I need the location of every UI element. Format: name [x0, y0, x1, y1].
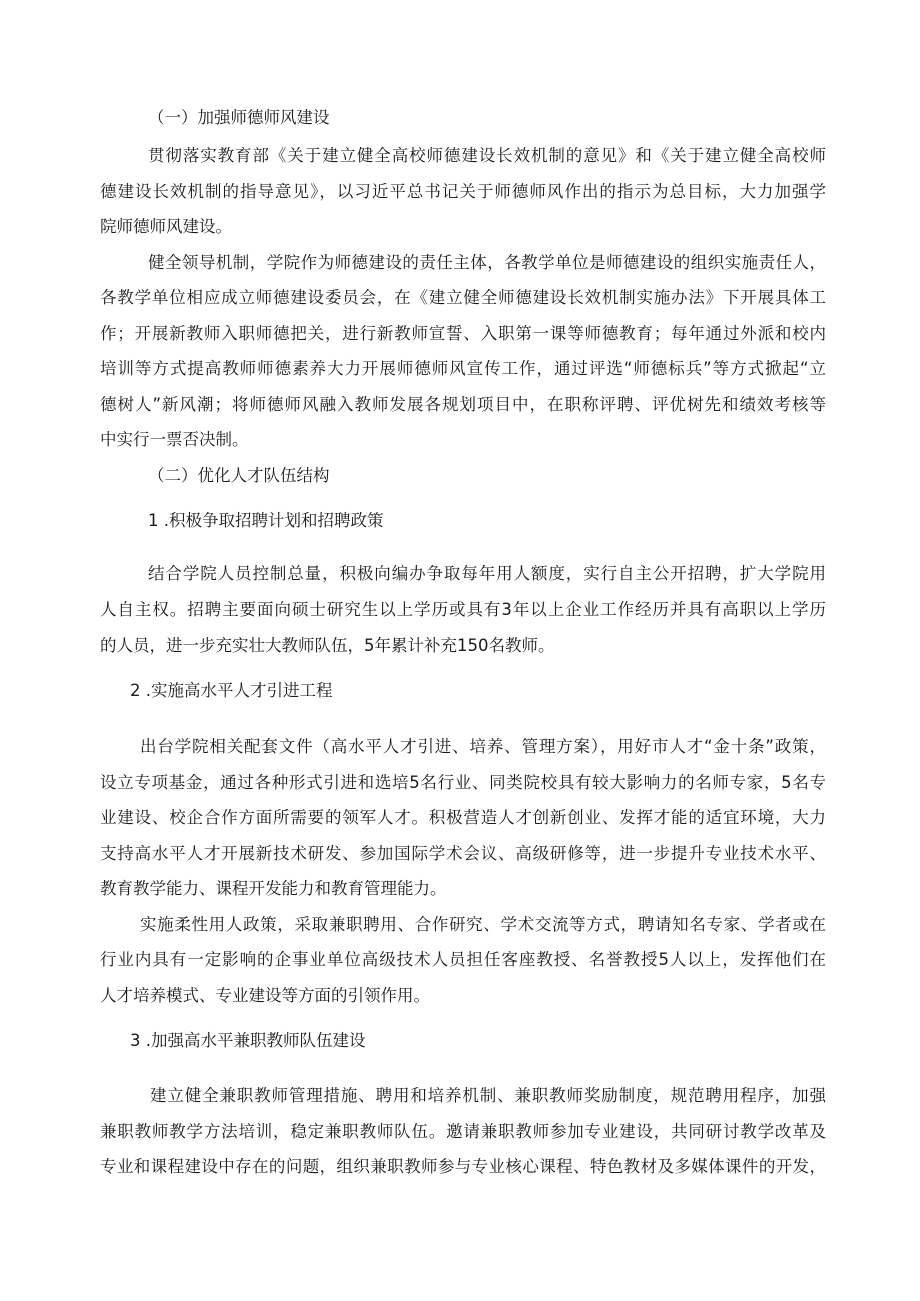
paragraph-4-line-1: 出台学院相关配套文件（高水平人才引进、培养、管理方案），用好市人才“金十条”政策， [140, 737, 826, 756]
paragraph-5-line-2: 行业内具有一定影响的企事业单位高级技术人员担任客座教授、名誉教授5人以上，发挥他们在 [100, 950, 826, 969]
paragraph-2-line-2: 各教学单位相应成立师德建设委员会，在《建立健全师德建设长效机制实施办法》下开展具体工 [100, 288, 826, 307]
paragraph-4-line-4: 支持高水平人才开展新技术研发、参加国际学术会议、高级研修等，进一步提升专业技术水平、 [100, 844, 826, 863]
paragraph-2-line-4: 培训等方式提高教师师德素养大力开展师德师风宣传工作，通过评选“师德标兵”等方式掀起“立 [100, 359, 826, 378]
paragraph-4-line-2: 设立专项基金，通过各种形式引进和选培5名行业、同类院校具有较大影响力的名师专家，5名专 [100, 773, 826, 792]
paragraph-5-line-3: 人才培养模式、专业建设等方面的引领作用。 [100, 986, 430, 1005]
subsection-heading-3: 3 .加强高水平兼职教师队伍建设 [130, 1031, 366, 1050]
section-heading-2: （二）优化人才队伍结构 [148, 466, 330, 485]
paragraph-1-line-2: 德建设长效机制的指导意见》，以习近平总书记关于师德师风作出的指示为总目标，大力加强学 [100, 182, 826, 201]
paragraph-2-line-5: 德树人”新风潮；将师德师风融入教师发展各规划项目中，在职称评聘、评优树先和绩效考核等 [100, 395, 826, 414]
paragraph-6-line-1: 建立健全兼职教师管理措施、聘用和培养机制、兼职教师奖励制度，规范聘用程序，加强 [150, 1086, 826, 1105]
section-heading-1: （一）加强师德师风建设 [148, 108, 330, 127]
paragraph-4-line-3: 业建设、校企合作方面所需要的领军人才。积极营造人才创新创业、发挥才能的适宜环境，大力 [100, 808, 826, 827]
paragraph-2-line-6: 中实行一票否决制。 [100, 430, 249, 449]
paragraph-1-line-1: 贯彻落实教育部《关于建立健全高校师德建设长效机制的意见》和《关于建立健全高校师 [148, 146, 826, 165]
paragraph-6-line-3: 专业和课程建设中存在的问题，组织兼职教师参与专业核心课程、特色教材及多媒体课件的开发， [100, 1157, 826, 1176]
paragraph-3-line-2: 人自主权。招聘主要面向硕士研究生以上学历或具有3年以上企业工作经历并具有高职以上学历 [100, 600, 826, 619]
paragraph-6-line-2: 兼职教师教学方法培训，稳定兼职教师队伍。邀请兼职教师参加专业建设，共同研讨教学改革及 [100, 1122, 826, 1141]
paragraph-3-line-1: 结合学院人员控制总量，积极向编办争取每年用人额度，实行自主公开招聘，扩大学院用 [148, 564, 826, 583]
paragraph-5-line-1: 实施柔性用人政策，采取兼职聘用、合作研究、学术交流等方式，聘请知名专家、学者或在 [140, 915, 826, 934]
paragraph-2-line-3: 作；开展新教师入职师德把关，进行新教师宣誓、入职第一课等师德教育；每年通过外派和校内 [100, 324, 826, 343]
paragraph-2-line-1: 健全领导机制，学院作为师德建设的责任主体，各教学单位是师德建设的组织实施责任人， [148, 253, 826, 272]
paragraph-1-line-3: 院师德师风建设。 [100, 217, 232, 236]
subsection-heading-2: 2 .实施高水平人才引进工程 [130, 681, 333, 700]
subsection-heading-1: 1 .积极争取招聘计划和招聘政策 [148, 511, 384, 530]
paragraph-3-line-3: 的人员，进一步充实壮大教师队伍，5年累计补充150名教师。 [100, 636, 555, 655]
paragraph-4-line-5: 教育教学能力、课程开发能力和教育管理能力。 [100, 879, 447, 898]
